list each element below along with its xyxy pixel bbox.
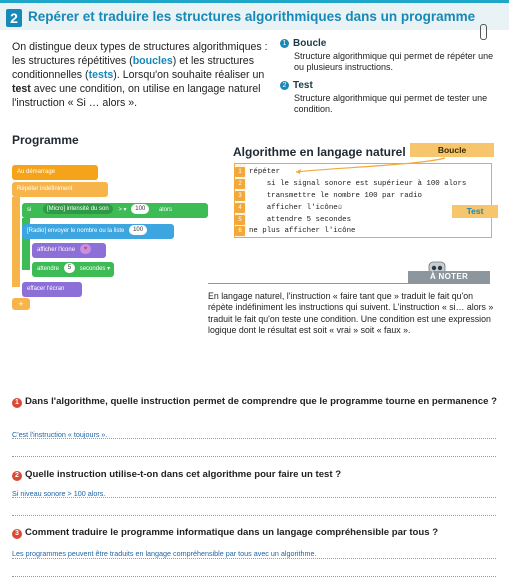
algorithm-line	[235, 167, 280, 178]
block-clear: effacer l'écran	[22, 282, 82, 297]
definition-boucle	[282, 38, 494, 74]
definition-number: 2	[280, 81, 289, 90]
question-text: Dans l'algorithme, quelle instruction permet de comprendre que le programme tourne en permanence ?	[25, 396, 497, 407]
line-number: 6	[235, 226, 245, 236]
intro-part3: ). Lorsqu'on souhaite réaliser un	[113, 69, 265, 81]
show-icon-label: afficher l'icone	[37, 247, 76, 253]
sensor-pill: [Micro] intensité du son	[43, 204, 113, 214]
answer-line	[12, 515, 496, 516]
algorithm-line	[235, 226, 355, 237]
add-block-icon[interactable]: +	[12, 298, 30, 310]
algorithm-line	[235, 215, 351, 226]
question-number: 1	[12, 398, 22, 408]
section-number: 2	[6, 9, 22, 27]
algorithm-box	[234, 163, 492, 238]
intro-part2: ) et les structures conditionnelles (	[12, 55, 254, 81]
intro-paragraph	[12, 40, 282, 110]
block-if	[22, 203, 208, 218]
answer-line	[12, 438, 496, 439]
line-number: 2	[235, 179, 245, 189]
line-text: ne plus afficher l'icône	[249, 227, 356, 235]
definition-text: Structure algorithmique qui permet de répéter une ou plusieurs instructions.	[294, 50, 494, 72]
definition-title: Test	[293, 80, 313, 91]
algorithm-line	[235, 203, 342, 214]
question-number: 3	[12, 529, 22, 539]
boucle-tag: Boucle	[410, 143, 494, 157]
line-number: 3	[235, 191, 245, 201]
question-2	[12, 469, 500, 481]
then-label: alors	[158, 207, 172, 213]
line-number: 1	[235, 167, 245, 177]
block-forever: Répéter indéfiniment	[12, 182, 108, 197]
question-number: 2	[12, 471, 22, 481]
wait-value-pill: 5	[64, 263, 75, 273]
line-text: répéter	[249, 168, 281, 176]
answer-line	[12, 576, 496, 577]
line-number: 5	[235, 215, 245, 225]
program-title: Programme	[12, 133, 79, 147]
note-text: En langage naturel, l'instruction « faire tant que » traduit le fait qu'on répète indéfiniment les instructions qui suivent. L'instruction « si… alors » traduit le fait qu'on teste une condition. Une condition est une expression logique dont le résultat est soit « vrai » soit « faux ».	[208, 291, 494, 335]
algorithm-line	[235, 191, 422, 202]
question-text: Comment traduire le programme informatique dans un langage compréhensible par tous ?	[25, 527, 439, 538]
note-rule	[208, 283, 490, 284]
if-label: si	[27, 207, 32, 213]
line-text: si le signal sonore est supérieur à 100 alors	[249, 180, 467, 188]
header-bar	[0, 0, 509, 30]
definition-title: Boucle	[293, 38, 327, 49]
forever-arm	[12, 197, 20, 287]
line-text: afficher l'icône☺	[249, 204, 343, 212]
algorithm-title: Algorithme en langage naturel	[233, 145, 406, 159]
question-1	[12, 396, 500, 408]
answer-1[interactable]: C'est l'instruction « toujours ».	[12, 430, 108, 439]
question-3	[12, 527, 500, 539]
operator-label: > ▾	[118, 207, 127, 213]
answer-line	[12, 497, 496, 498]
question-text: Quelle instruction utilise-t-on dans cet algorithme pour faire un test ?	[25, 469, 342, 480]
answer-3[interactable]: Les programmes peuvent être traduits en langage compréhensible par tous avec un algorithme.	[12, 549, 317, 558]
block-start: Au démarrage	[12, 165, 98, 180]
algorithm-line	[235, 179, 466, 190]
wait-label: attendre	[37, 266, 60, 272]
test-tag: Test	[452, 205, 498, 218]
block-radio	[22, 224, 174, 239]
intro-part1: On distingue deux types de structures algorithmiques : les structures répétitives (	[12, 41, 268, 67]
block-wait	[32, 262, 114, 277]
definition-number: 1	[280, 39, 289, 48]
value-pill: 100	[131, 204, 149, 214]
definition-test	[282, 80, 494, 116]
definition-text: Structure algorithmique qui permet de tester une condition.	[294, 92, 488, 114]
note-tag: À NOTER	[408, 271, 490, 283]
answer-line	[12, 456, 496, 457]
intro-test: test	[12, 83, 31, 95]
intro-tests: tests	[88, 69, 114, 81]
answer-line	[12, 558, 496, 559]
radio-label: [Radio] envoyer le nombre ou la liste	[27, 228, 125, 234]
line-text: transmettre le nombre 100 par radio	[249, 192, 422, 200]
intro-boucles: boucles	[132, 55, 173, 67]
block-show-icon	[32, 243, 106, 258]
radio-value-pill: 100	[129, 225, 147, 235]
heart-icon: ♥	[80, 244, 92, 254]
section-title: Repérer et traduire les structures algorithmiques dans un programme	[28, 9, 476, 24]
answer-2[interactable]: Si niveau sonore > 100 alors.	[12, 489, 106, 498]
wait-unit-label: secondes ▾	[79, 266, 111, 272]
line-text: attendre 5 secondes	[249, 216, 352, 224]
line-number: 4	[235, 203, 245, 213]
intro-part4: avec une condition, on utilise en langage naturel l'instruction « Si … alors ».	[12, 83, 261, 109]
